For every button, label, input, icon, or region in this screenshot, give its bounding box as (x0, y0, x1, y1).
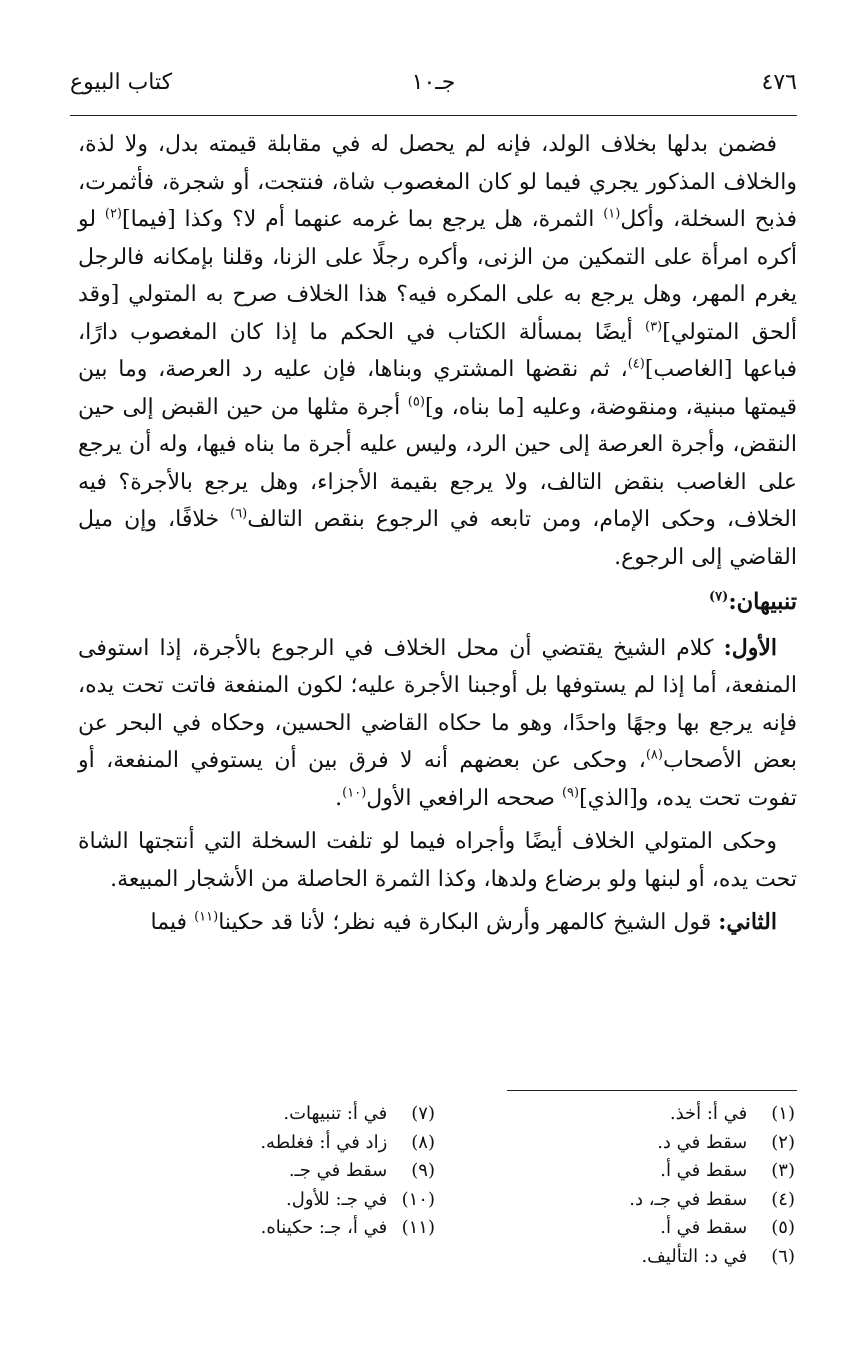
footnote-item (465, 1243, 795, 1272)
footnote-number: (٥) (771, 1217, 795, 1238)
running-head (70, 66, 797, 106)
footnote-ref: (٩) (561, 785, 580, 801)
heading-text: تنبيهان: (728, 589, 797, 615)
footnote-ref: (٨) (645, 747, 663, 763)
lead-word: الأول: (723, 634, 777, 661)
footnotes-column-left (105, 1100, 435, 1243)
footnote-text: في أ، جـ: حكيناه. (260, 1217, 388, 1238)
text-run: فضمن بدلها بخلاف الولد، فإنه لم يحصل له في مقابلة قيمته بدل، ولا لذة، والخلاف المذكور يجري فيما لو كان المغصوب شاة، فنتجت، أو شجرة، فأثمرت، فذبح السخلة، وأكل (78, 132, 797, 232)
page-number: ٤٧٦ (761, 70, 797, 95)
footnote-text: سقط في جـ، د. (629, 1188, 748, 1210)
text-run: الثمرة، هل يرجع بما غرمه عنهما أم لا؟ وكذا [فيما] (122, 207, 604, 232)
text-run: أيضًا بمسألة الكتاب في الحكم ما إذا كان المغصوب دارًا، فباعها [الغاصب] (78, 319, 797, 382)
footnote-text: سقط في أ. (660, 1217, 748, 1238)
footnote-number: (٨) (411, 1131, 435, 1153)
header-rule (70, 115, 797, 116)
footnote-text: سقط في جـ. (288, 1160, 388, 1181)
paragraph-1 (78, 126, 797, 576)
text-run: فيما (150, 910, 195, 935)
footnote-text: في د: التأليف. (641, 1245, 748, 1267)
paragraph-3 (78, 823, 797, 898)
text-run: خلافًا، وإن ميل القاضي إلى الرجوع. (78, 507, 797, 570)
footnote-ref: (١٠) (342, 785, 367, 801)
footnote-item (465, 1129, 795, 1158)
footnote-item (465, 1214, 795, 1243)
footnote-number: (٢) (771, 1131, 795, 1153)
footnote-ref: (٤) (627, 356, 645, 372)
footnote-item (105, 1214, 435, 1243)
text-run: أجرة مثلها من حين القبض إلى حين النقض، وأجرة العرصة إلى حين الرد، وليس عليه أجرة ما بناه فيها، وله أن يرجع على الغاصب بنقض التالف، ولا يرجع بقيمة الأجزاء، وهل يرجع بالأجرة؟ فيه الخلاف، وحكى الإمام، ومن تابعه في الرجوع بنقص التالف (78, 394, 797, 532)
main-text (78, 126, 797, 942)
text-run: وحكى المتولي الخلاف أيضًا وأجراه فيما لو تلفت السخلة التي أنتجتها الشاة تحت يده، أو لبنها ولو برضاع ولدها، وكذا الثمرة الحاصلة من الأشجار المبيعة. (78, 829, 797, 892)
footnote-number: (٦) (771, 1245, 795, 1267)
footnote-ref: (٥) (407, 394, 425, 410)
footnotes (75, 1100, 795, 1300)
volume-label: جـ١٠ (411, 70, 456, 95)
lead-word: الثاني: (718, 909, 777, 935)
footnote-text: سقط في أ. (660, 1160, 748, 1181)
footnote-number: (١١) (401, 1217, 435, 1238)
footnote-item (465, 1157, 795, 1186)
footnote-ref: (٣) (645, 319, 663, 335)
footnote-ref: (٦) (230, 506, 248, 522)
footnote-text: زاد في أ: فغلطه. (260, 1131, 388, 1153)
text-run: صححه الرافعي الأول (366, 785, 562, 811)
book-title: كتاب البيوع (70, 70, 173, 95)
footnote-item (105, 1129, 435, 1158)
footnote-item (105, 1100, 435, 1129)
footnote-number: (٩) (411, 1160, 435, 1181)
text-run: . (335, 785, 343, 811)
footnote-text: في أ: أخذ. (669, 1103, 748, 1124)
footnote-item (465, 1100, 795, 1129)
footnote-ref: (١١) (194, 909, 219, 925)
footnote-ref: (٢) (104, 206, 122, 222)
text-run: ، وحكى عن بعضهم أنه لا فرق بين أن يستوفي المنفعة، أو تفوت تحت يده، و[الذي] (78, 748, 797, 811)
section-heading (78, 584, 797, 622)
footnote-text: في أ: تنبيهات. (283, 1103, 388, 1124)
footnote-number: (٧) (411, 1103, 435, 1124)
footnote-rule (507, 1090, 797, 1091)
footnote-number: (١) (771, 1103, 795, 1124)
footnotes-column-right (465, 1100, 795, 1271)
text-run: لو أكره امرأة على التمكين من الزنى، وأكره رجلًا على الزنا، وقلنا بإمكانه فالرجل يغرم المهر، وهل يرجع به على المكره فيه؟ هذا الخلاف صرح به المتولي [وقد ألحق المتولي] (78, 207, 797, 345)
paragraph-4 (78, 904, 797, 942)
footnote-text: سقط في د. (657, 1131, 748, 1153)
footnote-number: (٣) (771, 1160, 795, 1181)
footnote-item (465, 1186, 795, 1215)
footnote-ref: (٧) (709, 589, 729, 605)
paragraph-2 (78, 630, 797, 818)
footnote-item (105, 1157, 435, 1186)
footnote-number: (٤) (771, 1188, 795, 1210)
text-run: قول الشيخ كالمهر وأرش البكارة فيه نظر؛ لأنا قد حكينا (218, 910, 719, 935)
footnote-text: في جـ: للأول. (286, 1188, 388, 1210)
text-run: ، ثم نقضها المشتري وبناها، فإن عليه رد العرصة، وما بين قيمتها مبنية، ومنقوضة، وعليه [ما بناه، و] (78, 357, 797, 420)
text-run: كلام الشيخ يقتضي أن محل الخلاف في الرجوع بالأجرة، إذا استوفى المنفعة، أما إذا لم يستوفها بل أوجبنا الأجرة عليه؛ لكون المنفعة فاتت تحت يده، فإنه يرجع بها وجهًا واحدًا، وهو ما حكاه القاضي الحسين، وحكاه في البحر عن بعض الأصحاب (78, 635, 797, 773)
footnote-number: (١٠) (401, 1188, 435, 1210)
footnote-ref: (١) (603, 206, 621, 222)
footnote-item (105, 1186, 435, 1215)
